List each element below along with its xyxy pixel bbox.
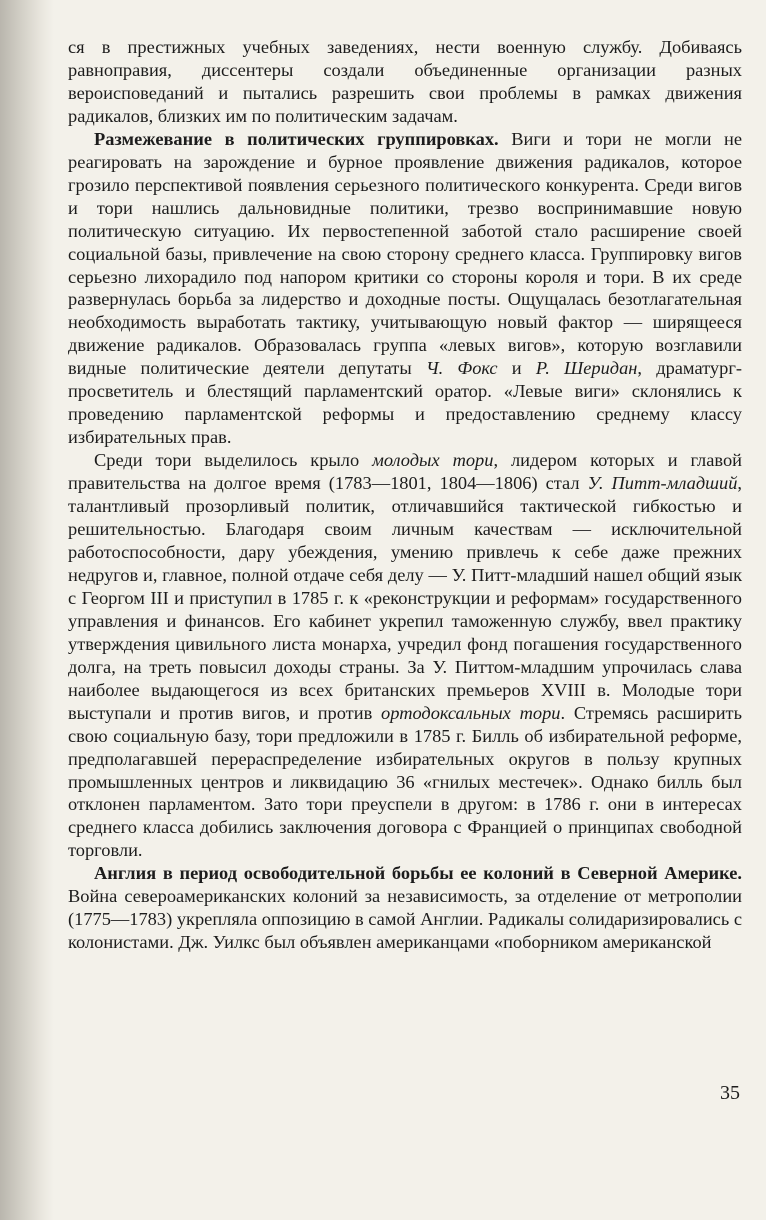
page-text: [68, 36, 742, 954]
paragraph-text: Война североамериканских колоний за независимость, за отделение от метрополии (1775—1783) укрепляла оппозицию в самой Англии. Радикалы солидаризировались с колонистами. Дж. Уилкс был объявлен американцами «поборником американской: [68, 886, 742, 953]
paragraph-text: , драматург-просветитель и блестящий парламентский оратор. «Левые виги» склонялись к проведению парламентской реформы и предоставлению среднему классу избирательных прав.: [68, 358, 742, 448]
paragraph-text: ся в престижных учебных заведениях, нести военную службу. Добиваясь равноправия, диссентеры создали объединенные организации разных вероисповеданий и пытались разрешить свои проблемы в рамках движения радикалов, близких им по политическим задачам.: [68, 37, 742, 126]
paragraph-text: и: [497, 358, 536, 379]
term-italic: ортодоксальных тори: [381, 702, 561, 723]
page-number: 35: [720, 1082, 740, 1104]
paragraph-political-groupings: [68, 128, 742, 449]
paragraph-text: Виги и тори не могли не реагировать на зарождение и бурное проявление движения радикалов, которое грозило перспективой появления серьезного политического конкурента. Среди вигов и тори нашлись дальновидные политики, трезво воспринимавшие новую политическую ситуацию. Их первостепенной заботой стало расширение своей социальной базы, привлечение на свою сторону среднего класса. Группировку вигов серьезно лихорадило под напором критики со стороны короля и тори. В их среде развернулась борьба за лидерство и доходные посты. Ощущалась безотлагательная необходимость выработать тактику, учитывающую новый фактор — ширящееся движение радикалов. Образовалась группа «левых вигов», которую возглавили видные политические деятели депутаты: [68, 128, 743, 379]
paragraph-continuation: [68, 36, 742, 128]
book-spine-shadow: [0, 0, 54, 1220]
paragraph-young-tories: [68, 449, 742, 862]
person-name: Р. Шеридан: [535, 358, 638, 379]
paragraph-text: . Стремясь расширить свою социальную базу, тори предложили в 1785 г. Билль об избирательной реформе, предполагавшей перераспределение избирательных округов в пользу крупных промышленных центров и ликвидацию 36 «гнилых местечек». Однако билль был отклонен парламентом. Зато тори преуспели в другом: в 1786 г. они в интересах среднего класса добились заключения договора с Францией о принципах свободной торговли.: [68, 702, 742, 861]
paragraph-text: Среди тори выделилось крыло: [94, 450, 373, 471]
paragraph-text: , талантливый прозорливый политик, отличавшийся тактической гибкостью и решительностью. Благодаря своим личным качествам — исключительной работоспособности, дару убеждения, умению привлечь к себе даже прежних недругов и, главное, полной отдаче себя делу — У. Питт-младший нашел общий язык с Георгом III и приступил в 1785 г. к «реконструкции и реформам» государственного управления и финансов. Его кабинет укрепил таможенную службу, ввел практику утверждения цивильного листа монарха, учредил фонд погашения государственного долга, на треть повысил доходы страны. За У. Питтом-младшим упрочилась слава наиболее выдающегося из всех британских премьеров XVIII в. Молодые тори выступали и против вигов, и против: [68, 473, 743, 723]
section-heading: Англия в период освободительной борьбы ее колоний в Северной Америке.: [94, 863, 742, 884]
paragraph-england-colonies: [68, 862, 742, 954]
person-name: Ч. Фокс: [425, 358, 498, 379]
section-heading: Размежевание в политических группировках.: [94, 128, 499, 149]
person-name: У. Питт-младший: [587, 473, 738, 494]
paragraph-text: , лидером которых и главой правительства на долгое время (1783—1801, 1804—1806) стал: [68, 450, 742, 494]
term-italic: молодых тори: [372, 450, 494, 471]
